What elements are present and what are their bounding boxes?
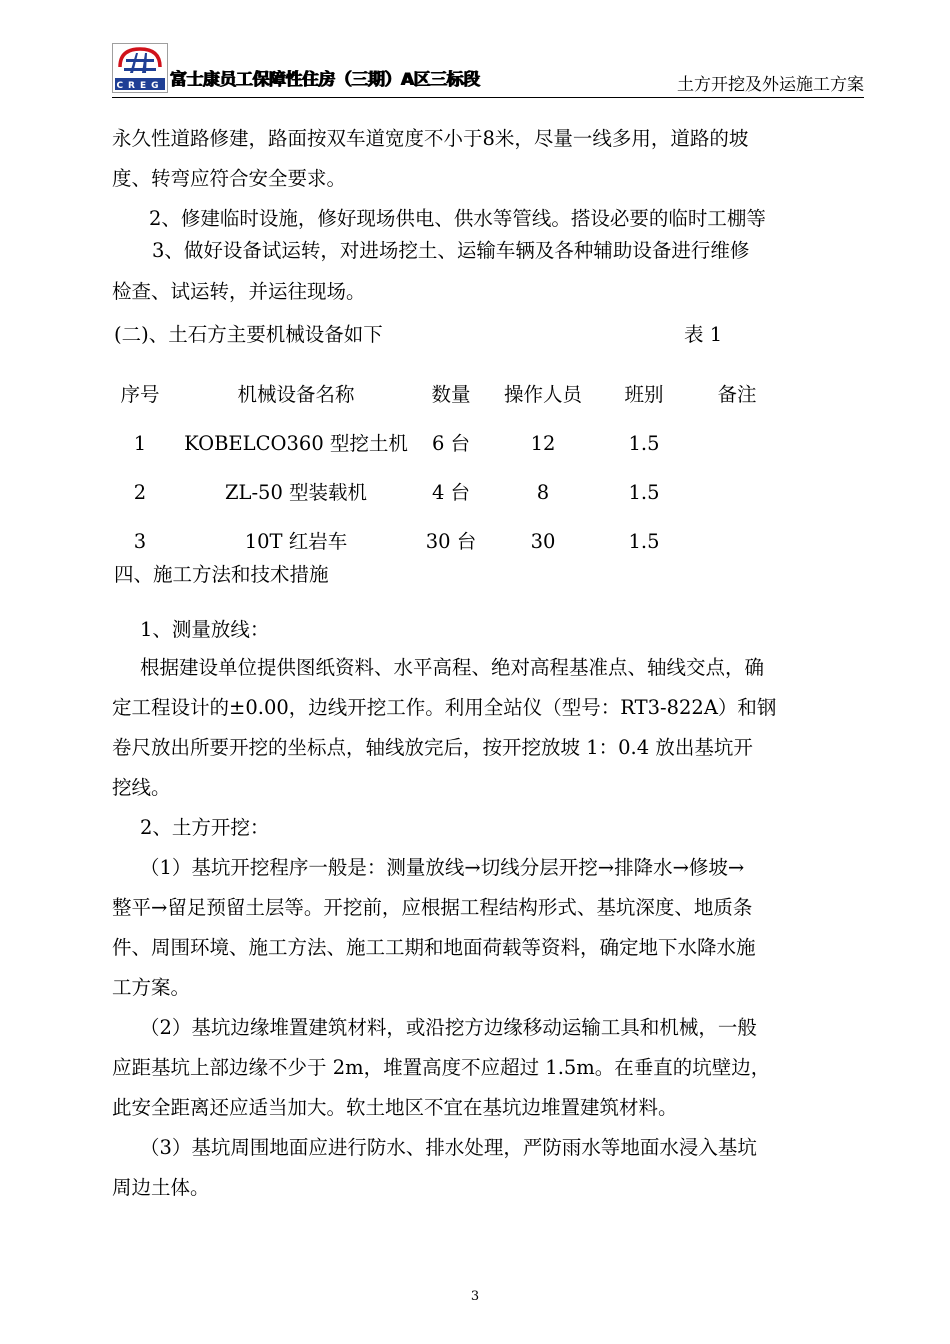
- table-cell: 30 台: [425, 530, 477, 553]
- table-header-cell: 备注: [717, 383, 757, 406]
- body-line: （3）基坑周围地面应进行防水、排水处理，严防雨水等地面水浸入基坑: [140, 1136, 757, 1159]
- subsection-heading: 1、测量放线：: [140, 618, 270, 641]
- body-line: 检查、试运转，并运往现场。: [112, 280, 366, 303]
- body-line: （2）基坑边缘堆置建筑材料，或沿挖方边缘移动运输工具和机械，一般: [140, 1016, 757, 1039]
- table-cell: 30: [530, 530, 556, 553]
- table-cell: ZL-50 型装载机: [224, 481, 368, 504]
- body-line: 整平→留足预留土层等。开挖前，应根据工程结构形式、基坑深度、地质条: [112, 896, 753, 919]
- table-cell: 8: [536, 481, 550, 504]
- document-title: 土方开挖及外运施工方案: [677, 75, 864, 95]
- body-line: （1）基坑开挖程序一般是：测量放线→切线分层开挖→排降水→修坡→: [140, 856, 745, 879]
- body-line: 挖线。: [112, 776, 171, 799]
- project-title: 富士康员工保障性住房（三期）A区三标段: [170, 70, 480, 90]
- body-line: 3、做好设备试运转，对进场挖土、运输车辆及各种辅助设备进行维修: [152, 239, 750, 262]
- page-header: [112, 40, 864, 98]
- body-line: 卷尺放出所要开挖的坐标点，轴线放完后，按开挖放坡 1：0.4 放出基坑开: [112, 736, 753, 759]
- body-line: 度、转弯应符合安全要求。: [112, 167, 347, 190]
- header-rule: [112, 97, 864, 98]
- body-line: 应距基坑上部边缘不少于 2m，堆置高度不应超过 1.5m。在垂直的坑壁边，: [112, 1056, 771, 1079]
- body-line: 定工程设计的±0.00，边线开挖工作。利用全站仪（型号：RT3-822A）和钢: [112, 696, 777, 719]
- body-line: 永久性道路修建，路面按双车道宽度不小于8米，尽量一线多用，道路的坡: [112, 127, 749, 150]
- table-cell: 1: [133, 432, 147, 455]
- table-cell: KOBELCO360 型挖土机: [184, 432, 408, 455]
- table-cell: 2: [133, 481, 147, 504]
- table-header-cell: 班别: [624, 383, 664, 406]
- table-cell: 1.5: [628, 481, 660, 504]
- table-cell: 4 台: [431, 481, 471, 504]
- svg-text:CREG: CREG: [116, 81, 164, 91]
- table-header-cell: 数量: [431, 383, 471, 406]
- table-header-cell: 序号: [120, 383, 160, 406]
- body-line: 工方案。: [112, 976, 191, 999]
- body-line: 2、修建临时设施，修好现场供电、供水等管线。搭设必要的临时工棚等: [149, 207, 766, 230]
- body-line: 根据建设单位提供图纸资料、水平高程、绝对高程基准点、轴线交点，确: [140, 656, 765, 679]
- table-cell: 1.5: [628, 530, 660, 553]
- section-heading: 四、施工方法和技术措施: [114, 563, 329, 586]
- body-line: 件、周围环境、施工方法、施工工期和地面荷载等资料，确定地下水降水施: [112, 936, 756, 959]
- table-header-cell: 操作人员: [503, 383, 583, 406]
- body-line: 周边土体。: [112, 1176, 210, 1199]
- table-cell: 6 台: [431, 432, 471, 455]
- table-cell: 10T 红岩车: [244, 530, 348, 553]
- table-title: (二)、土石方主要机械设备如下: [114, 323, 383, 346]
- table-cell: 1.5: [628, 432, 660, 455]
- body-line: 此安全距离还应适当加大。软土地区不宜在基坑边堆置建筑材料。: [112, 1096, 678, 1119]
- table-cell: 12: [530, 432, 556, 455]
- table-cell: 3: [133, 530, 147, 553]
- table-header-cell: 机械设备名称: [237, 383, 355, 406]
- subsection-heading: 2、土方开挖：: [140, 816, 270, 839]
- creg-logo-icon: [112, 43, 168, 93]
- table-label: 表 1: [684, 323, 723, 346]
- page-number: 3: [470, 1289, 480, 1304]
